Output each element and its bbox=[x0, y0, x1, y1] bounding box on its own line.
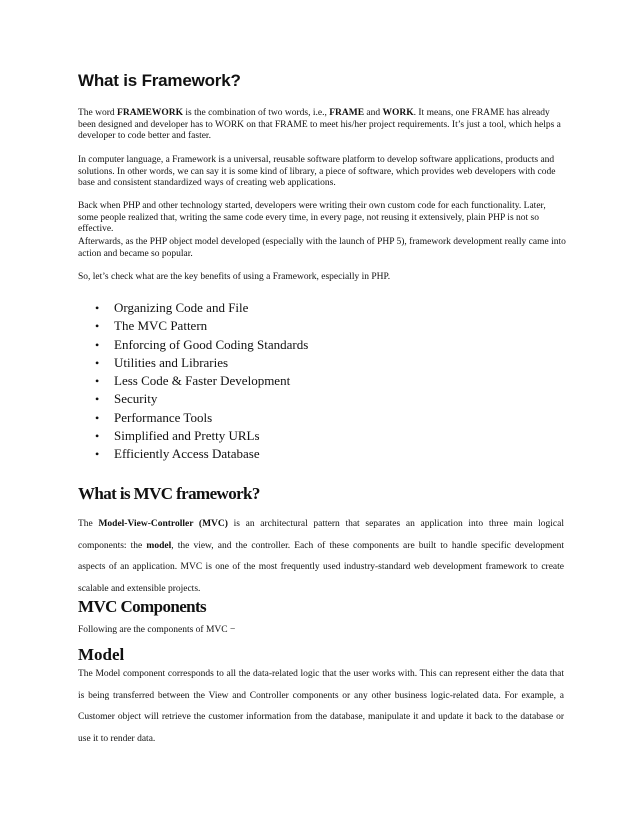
components-intro: Following are the components of MVC − bbox=[78, 625, 236, 635]
list-item-label: Performance Tools bbox=[114, 409, 213, 425]
benefits-list bbox=[78, 299, 308, 464]
bullet-icon: • bbox=[95, 392, 100, 407]
p1-text-pre: The word bbox=[78, 108, 118, 118]
list-item bbox=[78, 372, 308, 390]
bullet-icon: • bbox=[95, 429, 100, 444]
list-item bbox=[78, 427, 308, 445]
list-item bbox=[78, 317, 308, 335]
heading-mvc-components: MVC Components bbox=[78, 597, 207, 616]
bullet-icon: • bbox=[95, 410, 100, 425]
list-item bbox=[78, 299, 308, 317]
mvc-text-mid: is an architectural pattern that separates an application into three main logical components: the bbox=[78, 519, 564, 551]
mvc-bold-name: Model-View-Controller (MVC) bbox=[98, 519, 228, 529]
bullet-icon: • bbox=[95, 374, 100, 389]
list-item bbox=[78, 409, 308, 427]
mvc-text-post: , the view, and the controller. Each of these components are built to handle specific development aspects of an application. MVC is one of the most frequently used industry-standard web development framework to create scalable and extensible projects. bbox=[78, 540, 564, 594]
list-item-label: Security bbox=[114, 391, 158, 407]
list-item-label: Enforcing of Good Coding Standards bbox=[114, 336, 309, 352]
paragraph-php-object-model: Afterwards, as the PHP object model developed (especially with the launch of PHP 5), framework development really came into action and became so popular. bbox=[78, 237, 566, 259]
p1-text-post: . It means, one FRAME has already been designed and developer has to WORK on that FRAME to meet his/her project requirements. It’s just a tool, which helps a developer to code better and faster. bbox=[78, 108, 561, 141]
list-item bbox=[78, 336, 308, 354]
list-item-label: The MVC Pattern bbox=[114, 318, 208, 334]
mvc-text-pre: The bbox=[78, 519, 99, 529]
paragraph-key-benefits-intro: So, let’s check what are the key benefits of using a Framework, especially in PHP. bbox=[78, 272, 391, 282]
p1-text-mid: is the combination of two words, i.e., bbox=[183, 108, 330, 118]
list-item-label: Less Code & Faster Development bbox=[114, 373, 291, 389]
list-item-label: Simplified and Pretty URLs bbox=[114, 428, 260, 444]
list-item bbox=[78, 445, 308, 463]
bullet-icon: • bbox=[95, 447, 100, 462]
p1-bold-frame: FRAME bbox=[329, 108, 365, 118]
p1-bold-framework: FRAMEWORK bbox=[117, 108, 184, 118]
paragraph-php-history: Back when PHP and other technology started, developers were writing their own custom code for each functionality. Later, some people realized that, writing the same code every time, in every page, not reusing it extensively, plain PHP is not so effective. bbox=[78, 201, 546, 234]
heading-model: Model bbox=[78, 645, 125, 664]
heading-what-is-mvc: What is MVC framework? bbox=[78, 484, 260, 503]
paragraph-framework-definition bbox=[78, 108, 566, 143]
bullet-icon: • bbox=[95, 319, 100, 334]
list-item bbox=[78, 390, 308, 408]
p1-text-and: and bbox=[364, 108, 383, 118]
list-item-label: Organizing Code and File bbox=[114, 300, 249, 315]
list-item-label: Utilities and Libraries bbox=[114, 354, 229, 370]
list-item bbox=[78, 354, 308, 372]
heading-what-is-framework: What is Framework? bbox=[78, 71, 241, 90]
bullet-icon: • bbox=[95, 301, 100, 315]
bullet-icon: • bbox=[95, 355, 100, 370]
list-item-label: Efficiently Access Database bbox=[114, 446, 260, 462]
paragraph-model: The Model component corresponds to all the data-related logic that the user works with. This can represent either the data that is being transferred between the View and Controller components or any other business logic-related data. For example, a Customer object will retrieve the customer information from the database, manipulate it and update it back to the database or use it to render data. bbox=[78, 669, 564, 744]
p1-bold-work: WORK bbox=[382, 108, 414, 118]
mvc-bold-model: model bbox=[146, 540, 172, 551]
paragraph-computer-language: In computer language, a Framework is a universal, reusable software platform to develop software applications, products and solutions. In other words, we can say it is some kind of library, a piece of software, which provides web developers with code base and consistent standardized ways of creating web applications. bbox=[78, 155, 556, 188]
paragraph-mvc-definition bbox=[78, 514, 564, 600]
bullet-icon: • bbox=[95, 337, 100, 352]
